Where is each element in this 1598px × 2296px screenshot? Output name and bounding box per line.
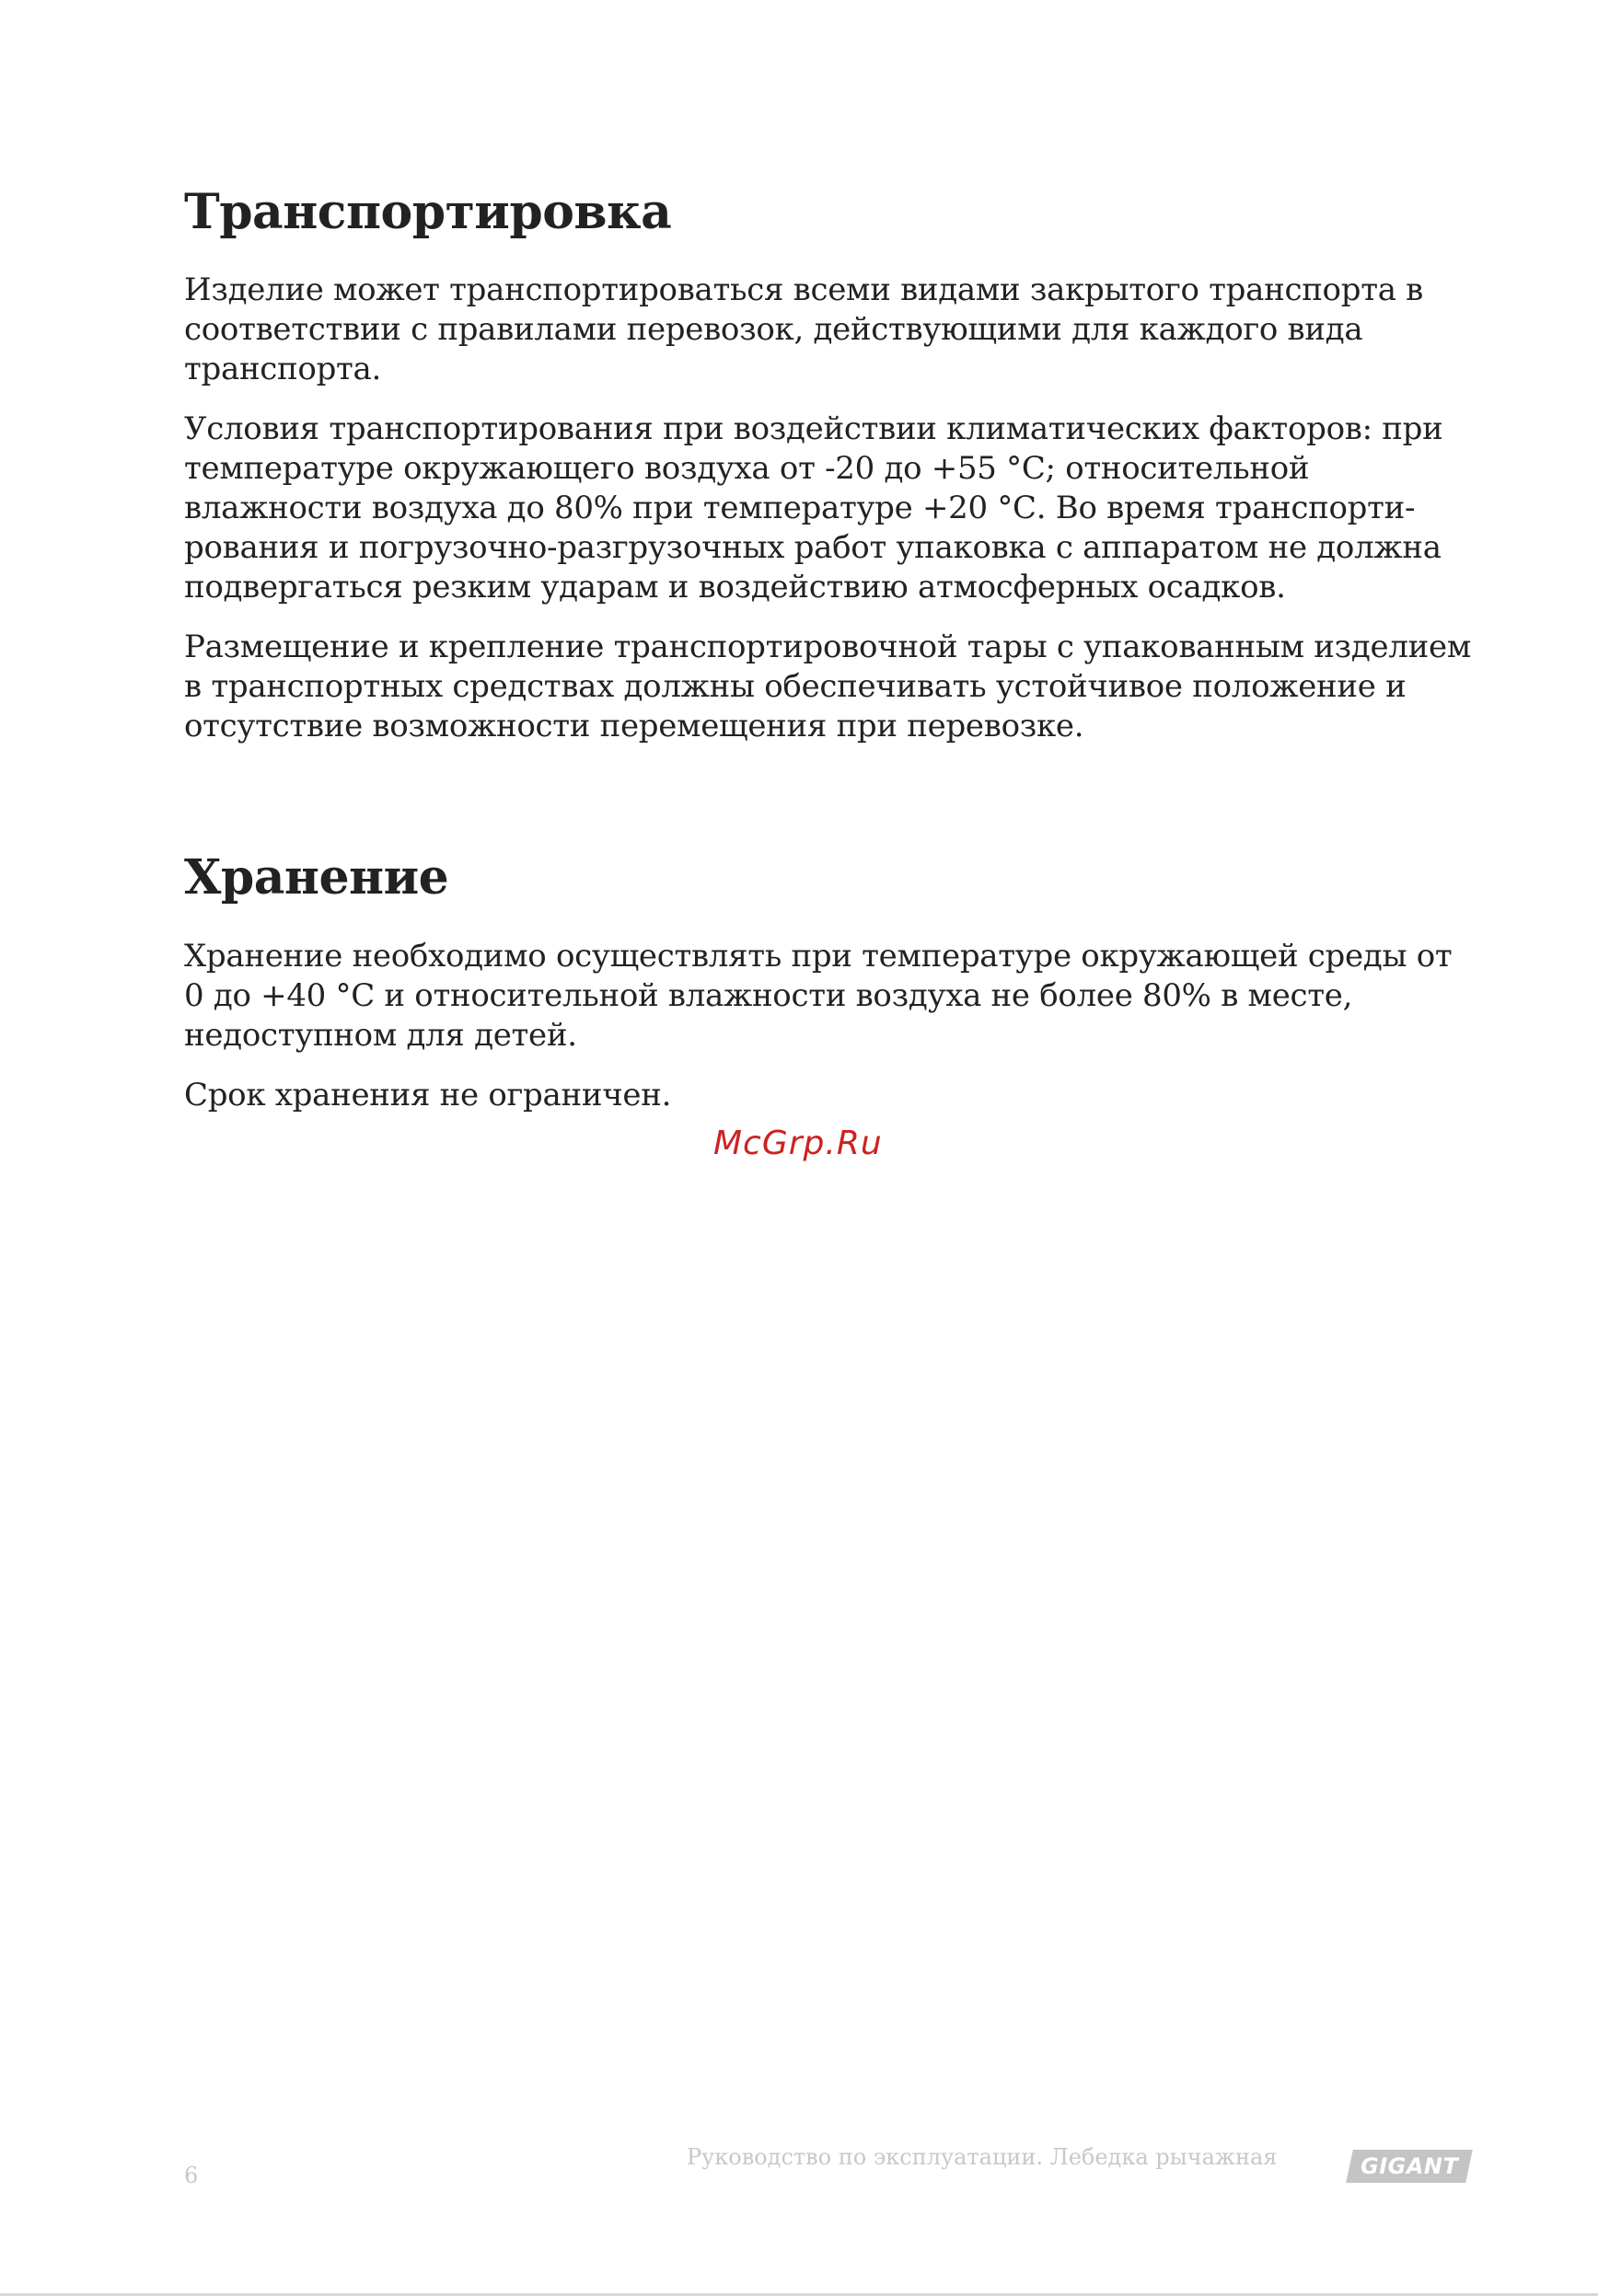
heading-transport: Транспортировка — [184, 184, 672, 240]
gigant-logo — [1346, 2150, 1473, 2183]
paragraph-storage-2: Срок хранения не ограничен. — [184, 1076, 672, 1113]
gigant-logo-text: GIGANT — [1360, 2153, 1459, 2179]
paragraph-transport-2: Условия транспортирования при воздействии климатических факторов: при температуре окружающего воздуха от -20 до +55 °С; относительной влажности воздуха до 80% при температуре +20 °С. Во время транспортирования и погрузочно-разгрузочных работ упаковка с аппаратом не должна подвергаться резким ударам и воздействию атмосферных осадков. — [184, 410, 1443, 606]
page-number: 6 — [184, 2163, 199, 2188]
paragraph-transport-1: Изделие может транспортироваться всеми видами закрытого транспорта в соответствии с правилами перевозок, действующими для каждого вида транспорта. — [184, 271, 1424, 388]
section-storage — [184, 849, 1473, 1114]
paragraph-storage-1: Хранение необходимо осуществлять при температуре окружающей среды от 0 до +40 °С и относительной влажности воздуха не более 80% в месте, недоступном для детей. — [184, 937, 1453, 1054]
watermark-link[interactable]: McGrp.Ru — [713, 1125, 883, 1162]
paragraph-transport-3: Размещение и крепление транспортировочной тары с упакованным изделием в транспортных средствах должны обеспечивать устойчивое положение и отсутствие возможности перемещения при перевозке. — [184, 629, 1471, 745]
heading-storage: Хранение — [184, 849, 449, 906]
page-content — [184, 184, 1473, 1136]
section-transport — [184, 184, 1473, 746]
footer-title: Руководство по эксплуатации. Лебедка рычажная — [687, 2144, 1278, 2170]
